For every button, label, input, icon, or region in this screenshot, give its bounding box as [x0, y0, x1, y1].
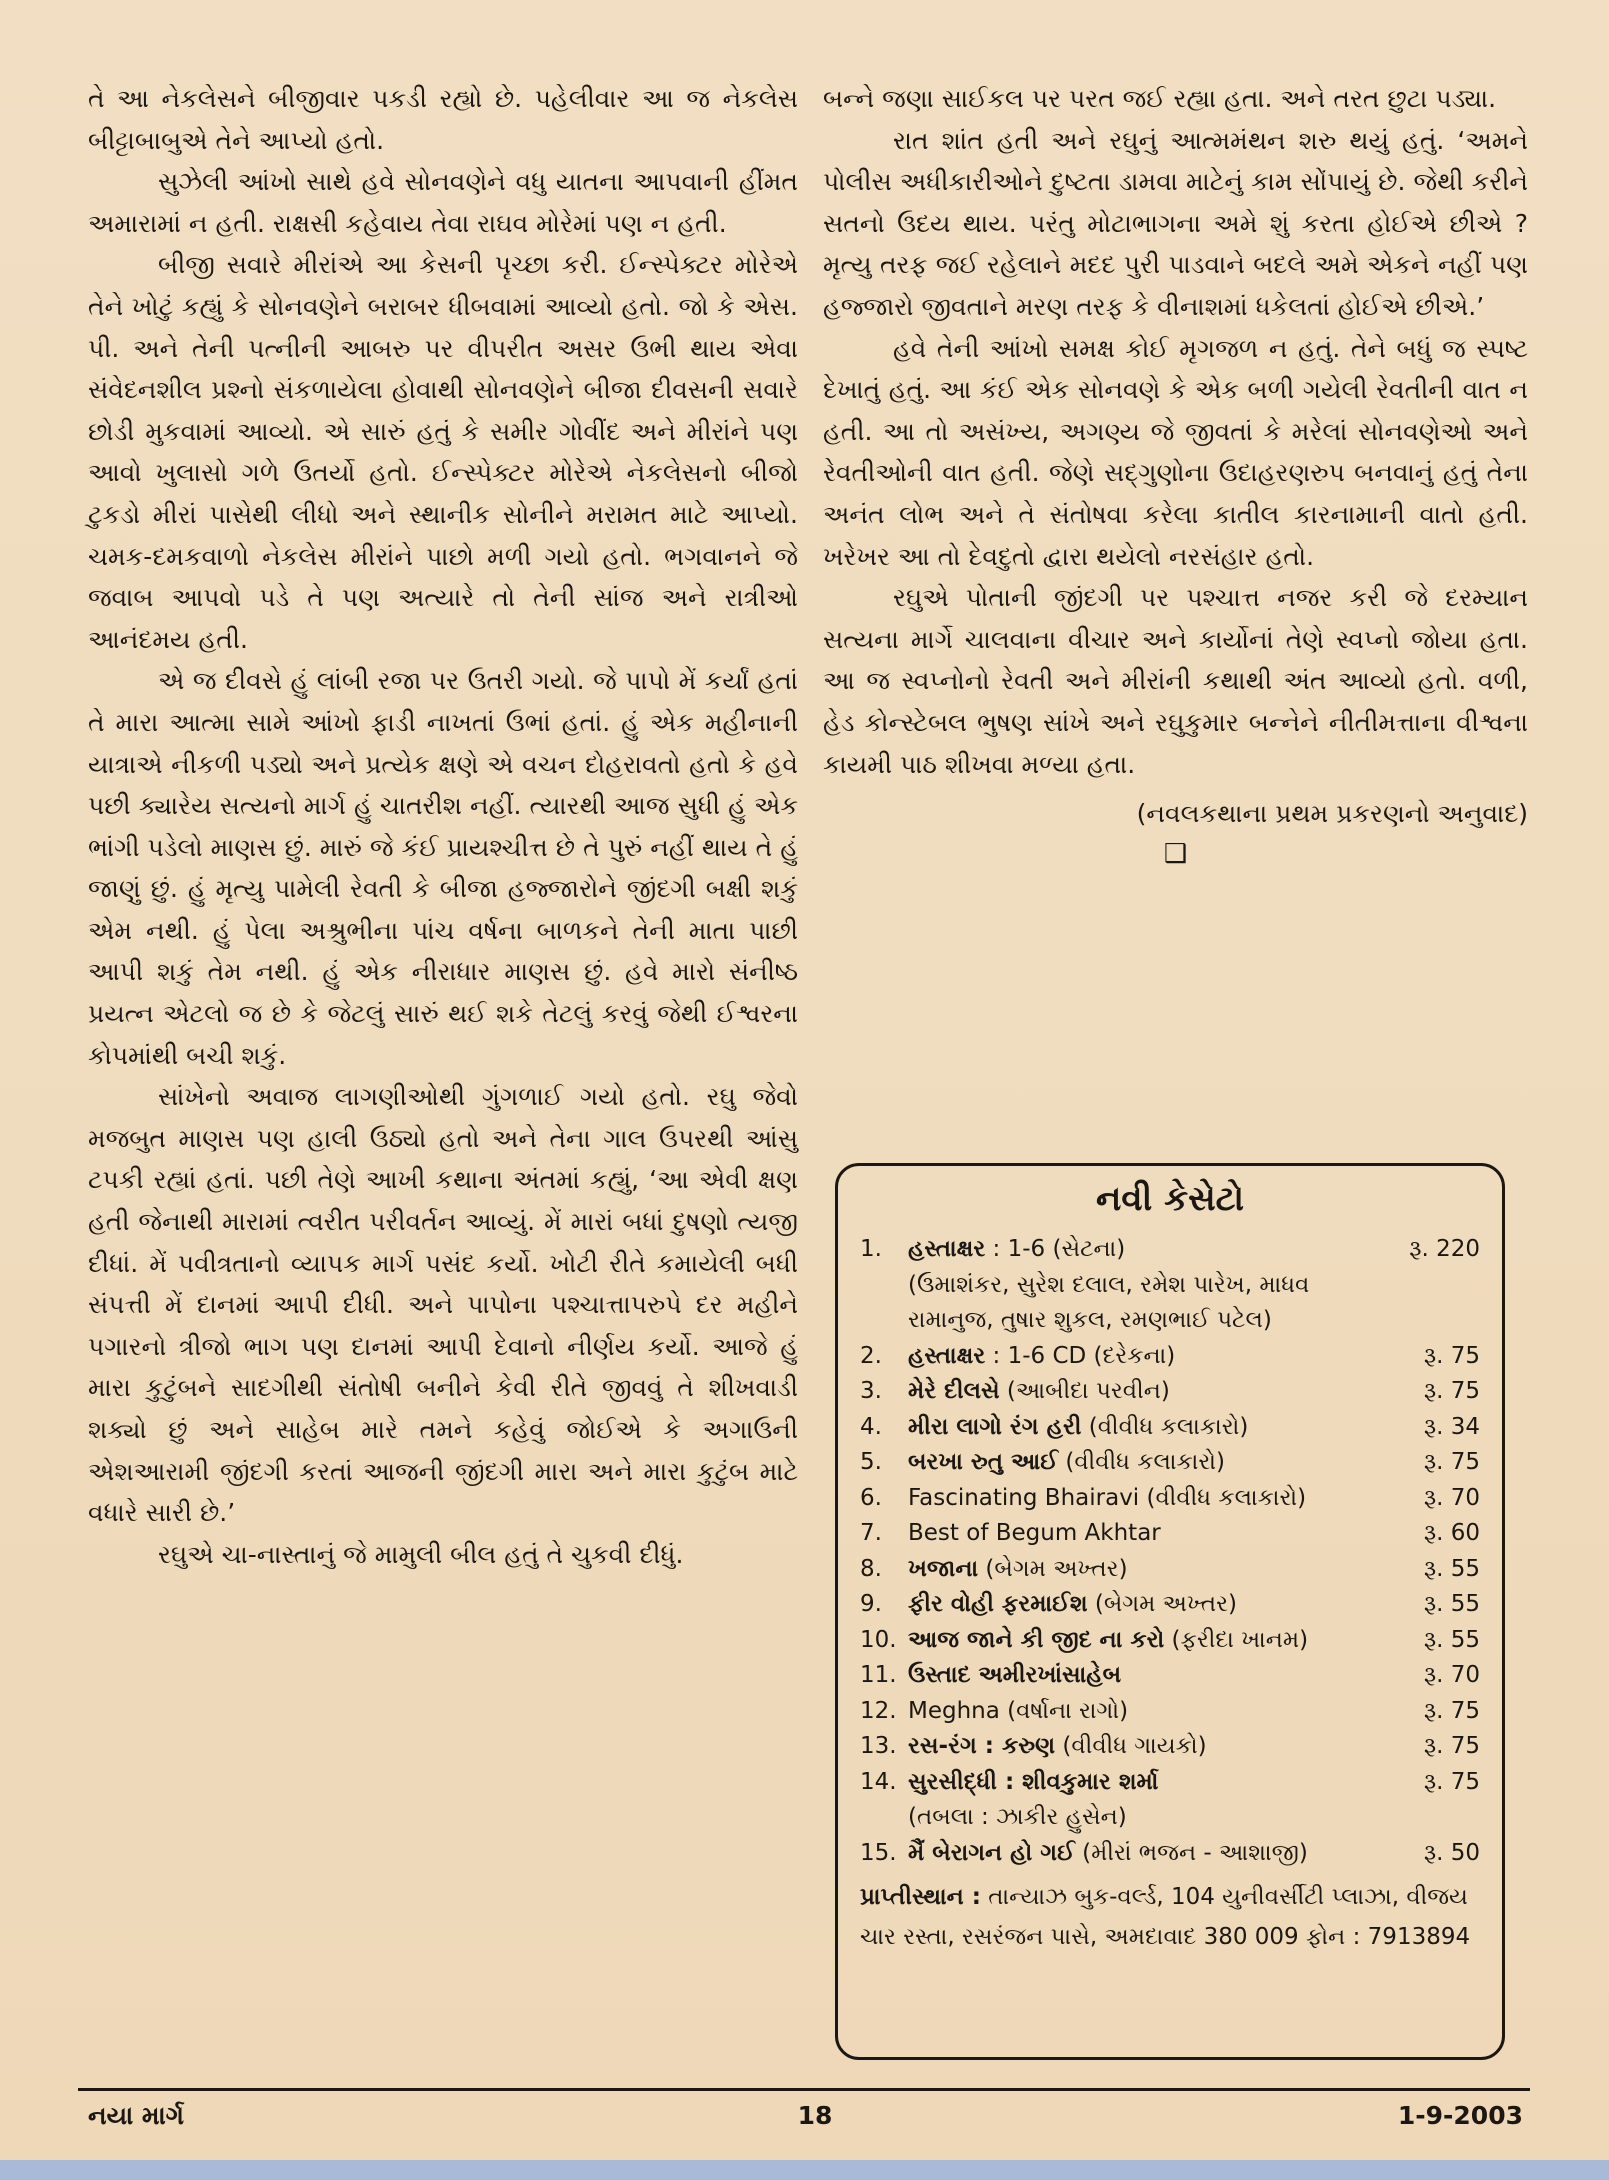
paragraph: રાત શાંત હતી અને રઘુનું આત્મમંથન શરુ થયું હતું. ‘અમને પોલીસ અધીકારીઓને દુષ્ટતા ડામવા માટેનું કામ સોંપાયું છે. જેથી કરીને સતનો ઉદય થાય. પરંતુ મોટાભાગના અમે શું કરતા હોઈએ છીએ ? મૃત્યુ તરફ જઈ રહેલાને મદદ પુરી પાડવાને બદલે અમે એકને નહીં પણ હજ્જારો જીવતાને મરણ તરફ કે વીનાશમાં ધકેલતાં હોઈએ છીએ.’	[823, 125, 1528, 321]
cassette-item	[860, 1694, 1480, 1730]
item-info: (મીરાં ભજન - આશાજી)	[1074, 1839, 1308, 1866]
item-number: 5.	[860, 1449, 882, 1475]
item-info: (આબીદા પરવીન)	[999, 1378, 1170, 1404]
paragraph: હવે તેની આંખો સમક્ષ કોઈ મૃગજળ ન હતું. તેને બધું જ સ્પષ્ટ દેખાતું હતું. આ કંઈ એક સોનવણે કે એક બળી ગયેલી રેવતીની વાત ન હતી. આ તો અસંખ્ય, અગણ્ય જે જીવતાં કે મરેલાં સોનવણેઓ અને રેવતીઓની વાત હતી. જેણે સદ્ગુણોના ઉદાહરણરુપ બનવાનું હતું તેના અનંત લોભ અને તે સંતોષવા કરેલા કાતીલ કારનામાની વાતો હતી. ખરેખર આ તો દેવદુતો દ્વારા થયેલો નરસંહાર હતો.	[823, 333, 1528, 571]
item-price: રૂ. 75	[1423, 1768, 1480, 1795]
item-number: 8.	[860, 1555, 882, 1582]
cassette-item	[860, 1623, 1480, 1659]
availability	[860, 1877, 1480, 1957]
item-title: બરખા રુતુ આઈ	[908, 1449, 1059, 1475]
item-title: હસ્તાક્ષર	[908, 1342, 986, 1369]
translation-credit: (નવલકથાના પ્રથમ પ્રકરણનો અનુવાદ)	[1136, 799, 1528, 829]
cassette-list	[860, 1232, 1480, 1871]
item-number: 1.	[860, 1236, 882, 1262]
paragraph: રઘુએ ચા-નાસ્તાનું જે મામુલી બીલ હતું તે ચુકવી દીધું.	[158, 1539, 684, 1569]
item-number: 10.	[860, 1626, 897, 1653]
issue-date: 1-9-2003	[1397, 2101, 1523, 2130]
footer-divider	[78, 2088, 1530, 2091]
item-info: Fascinating Bhairavi (વીવીધ કલાકારો)	[908, 1484, 1307, 1511]
item-info: (વીવીધ કલાકારો)	[1058, 1449, 1226, 1475]
cassette-item	[860, 1836, 1480, 1872]
cassette-item	[860, 1765, 1480, 1836]
item-title: ખજાના	[908, 1555, 979, 1582]
item-info: (વીવીધ કલાકારો)	[1081, 1413, 1249, 1440]
cassette-item	[860, 1232, 1480, 1339]
item-title: હસ્તાક્ષર	[908, 1236, 986, 1262]
cassette-item	[860, 1658, 1480, 1694]
item-info: (બેગમ અખ્તર)	[978, 1555, 1128, 1582]
left-column	[88, 78, 798, 1575]
item-price: રૂ. 60	[1423, 1520, 1480, 1546]
item-price: રૂ. 55	[1423, 1555, 1480, 1582]
cassette-item	[860, 1587, 1480, 1623]
paragraph: તે આ નેકલેસને બીજીવાર પકડી રહ્યો છે. પહેલીવાર આ જ નેકલેસ બીટ્ટાબાબુએ તેને આપ્યો હતો.	[88, 84, 798, 155]
item-detail: (તબલા : ઝાકીર હુસેન)	[908, 1804, 1127, 1830]
box-title: નવી કેસેટો	[1096, 1179, 1244, 1219]
item-info: (વીવીધ ગાયકો)	[1055, 1733, 1207, 1759]
item-number: 6.	[860, 1484, 882, 1511]
cassette-item	[860, 1445, 1480, 1481]
cassette-item	[860, 1481, 1480, 1517]
item-info: (બેગમ અખ્તર)	[1087, 1591, 1238, 1617]
paragraph: બીજી સવારે મીરાંએ આ કેસની પૃચ્છા કરી. ઈન્સ્પેક્ટર મોરેએ તેને ખોટું કહ્યું કે સોનવણેને બરાબર ધીબવામાં આવ્યો હતો. જો કે એસ. પી. અને તેની પત્નીની આબરુ પર વીપરીત અસર ઉભી થાય એવા સંવેદનશીલ પ્રશ્નો સંકળાયેલા હોવાથી સોનવણેને બીજા દીવસની સવારે છોડી મુકવામાં આવ્યો. એ સારું હતું કે સમીર ગોવીંદ અને મીરાંને પણ આવો ખુલાસો ગળે ઉતર્યો હતો. ઈન્સ્પેક્ટર મોરેએ નેકલેસનો બીજો ટુકડો મીરાં પાસેથી લીધો અને સ્થાનીક સોનીને મરામત માટે આપ્યો. ચમક-દમકવાળો નેકલેસ મીરાંને પાછો મળી ગયો હતો. ભગવાનને જે જવાબ આપવો પડે તે પણ અત્યારે તો તેની સાંજ અને રાત્રીઓ આનંદમય હતી.	[88, 250, 798, 654]
item-price: રૂ. 75	[1423, 1697, 1480, 1724]
new-cassettes-box	[835, 1163, 1505, 2060]
item-info: : 1-6 (સેટના)	[985, 1236, 1126, 1262]
paragraph: સાંખેનો અવાજ લાગણીઓથી ગુંગળાઈ ગયો હતો. રઘુ જેવો મજબુત માણસ પણ હાલી ઉઠ્યો હતો અને તેના ગાલ ઉપરથી આંસુ ટપકી રહ્યાં હતાં. પછી તેણે આખી કથાના અંતમાં કહ્યું, ‘આ એવી ક્ષણ હતી જેનાથી મારામાં ત્વરીત પરીવર્તન આવ્યું. મેં મારાં બધાં દુષણો ત્યજી દીધાં. મેં પવીત્રતાનો વ્યાપક માર્ગ પસંદ કર્યો. ખોટી રીતે કમાયેલી બધી સંપત્તી મેં દાનમાં આપી દીધી. અને પાપોના પશ્ચાત્તાપરુપે દર મહીને પગારનો ત્રીજો ભાગ પણ દાનમાં આપી દેવાનો નીર્ણય કર્યો. આજે હું મારા કુટુંબને સાદગીથી સંતોષી બનીને કેવી રીતે જીવવું તે શીખવાડી શક્યો છું અને સાહેબ મારે તમને કહેવું જોઈએ કે અગાઉની એશઆરામી જીંદગી કરતાં આજની જીંદગી મારા અને મારા કુટુંબ માટે વધારે સારી છે.’	[88, 1082, 798, 1528]
item-info: : 1-6 CD (દરેકના)	[985, 1342, 1176, 1369]
cassette-item	[860, 1516, 1480, 1552]
item-info: Best of Begum Akhtar	[908, 1520, 1161, 1546]
item-title: સુરસીદ્ધી : શીવકુમાર શર્મા	[908, 1768, 1159, 1795]
item-number: 3.	[860, 1378, 882, 1404]
item-number: 12.	[860, 1697, 897, 1724]
item-number: 15.	[860, 1839, 897, 1866]
item-price: રૂ. 50	[1423, 1839, 1480, 1866]
item-price: રૂ. 75	[1423, 1449, 1480, 1475]
item-price: રૂ. 55	[1423, 1591, 1480, 1617]
item-price: રૂ. 75	[1423, 1733, 1480, 1759]
paragraph: એ જ દીવસે હું લાંબી રજા પર ઉતરી ગયો. જે પાપો મેં કર્યાં હતાં તે મારા આત્મા સામે આંખો ફાડી નાખતાં ઉભાં હતાં. હું એક મહીનાની યાત્રાએ નીકળી પડ્યો અને પ્રત્યેક ક્ષણે એ વચન દોહરાવતો હતો કે હવે પછી ક્યારેય સત્યનો માર્ગ હું ચાતરીશ નહીં. ત્યારથી આજ સુધી હું એક ભાંગી પડેલો માણસ છું. મારું જે કંઈ પ્રાયશ્ચીત્ત છે તે પુરું નહીં થાય તે હું જાણું છું. હું મૃત્યુ પામેલી રેવતી કે બીજા હજ્જારોને જીંદગી બક્ષી શકું એમ નથી. હું પેલા અશ્રુભીના પાંચ વર્ષના બાળકને તેની માતા પાછી આપી શકું તેમ નથી. હું એક નીરાધાર માણસ છું. હવે મારો સંનીષ્ઠ પ્રયત્ન એટલો જ છે કે જેટલું સારું થઈ શકે તેટલું કરવું જેથી ઈશ્વરના કોપમાંથી બચી શકું.	[88, 666, 798, 1070]
scan-edge	[0, 2160, 1609, 2180]
paragraph: બન્ને જણા સાઈકલ પર પરત જઈ રહ્યા હતા. અને તરત છુટા પડ્યા.	[823, 84, 1497, 113]
item-price: રૂ. 34	[1423, 1413, 1480, 1440]
item-price: રૂ. 75	[1423, 1378, 1480, 1404]
item-number: 9.	[860, 1591, 882, 1617]
item-title: રસ-રંગ : કરુણ	[908, 1733, 1056, 1759]
paragraph: સુઝેલી આંખો સાથે હવે સોનવણેને વધુ યાતના આપવાની હીંમત અમારામાં ન હતી. રાક્ષસી કહેવાય તેવા રાઘવ મોરેમાં પણ ન હતી.	[88, 167, 798, 238]
item-price: રૂ. 55	[1423, 1626, 1480, 1653]
item-title: મૈં બેરાગન હો ગઈ	[908, 1839, 1075, 1866]
item-title: મીરા લાગો રંગ હરી	[908, 1413, 1082, 1440]
page-number: 18	[797, 2101, 833, 2130]
magazine-name: નયા માર્ગ	[88, 2101, 184, 2130]
item-title: ફીર વોહી ફરમાઈશ	[908, 1591, 1088, 1617]
right-column	[823, 78, 1528, 871]
item-number: 14.	[860, 1768, 897, 1795]
item-detail: (ઉમાશંકર, સુરેશ દલાલ, રમેશ પારેખ, માધવ રામાનુજ, તુષાર શુકલ, રમણભાઈ પટેલ)	[908, 1271, 1310, 1333]
paragraph: રઘુએ પોતાની જીંદગી પર પશ્ચાત્ત નજર કરી જે દરમ્યાન સત્યના માર્ગે ચાલવાના વીચાર અને કાર્યોનાં તેણે સ્વપ્નો જોયા હતા. આ જ સ્વપ્નોનો રેવતી અને મીરાંની કથાથી અંત આવ્યો હતો. વળી, હેડ કોન્સ્ટેબલ ભુષણ સાંખે અને રઘુકુમાર બન્નેને નીતીમત્તાના વીશ્વના કાયમી પાઠ શીખવા મળ્યા હતા.	[823, 583, 1528, 779]
item-number: 7.	[860, 1520, 882, 1546]
item-number: 2.	[860, 1342, 882, 1369]
cassette-item	[860, 1729, 1480, 1765]
item-info: (ફરીદા ખાનમ)	[1164, 1626, 1309, 1653]
item-title: ઉસ્તાદ અમીરખાંસાહેબ	[908, 1662, 1122, 1688]
item-price: રૂ. 70	[1423, 1484, 1480, 1511]
item-price: રૂ. 75	[1423, 1342, 1480, 1369]
item-title: મેરે દીલસે	[908, 1378, 1000, 1404]
availability-label: પ્રાપ્તીસ્થાન :	[860, 1884, 981, 1910]
cassette-item	[860, 1552, 1480, 1588]
item-number: 11.	[860, 1662, 897, 1688]
item-price: રૂ. 70	[1423, 1662, 1480, 1688]
item-number: 13.	[860, 1733, 897, 1759]
item-title: આજ જાને કી જીદ ના કરો	[908, 1626, 1165, 1653]
cassette-item	[860, 1410, 1480, 1446]
end-mark-icon: ❑	[1163, 838, 1188, 869]
item-number: 4.	[860, 1413, 882, 1440]
item-price: રૂ. 220	[1409, 1236, 1480, 1262]
cassette-item	[860, 1339, 1480, 1375]
cassette-item	[860, 1374, 1480, 1410]
item-info: Meghna (વર્ષાના રાગો)	[908, 1697, 1129, 1724]
availability-text: તાન્યાઝ બુક-વર્લ્ડ, 104 યુનીવર્સીટી પ્લાઝા, વીજય ચાર રસ્તા, રસરંજન પાસે, અમદાવાદ 380 009 ફોન : 7913894	[860, 1884, 1471, 1950]
